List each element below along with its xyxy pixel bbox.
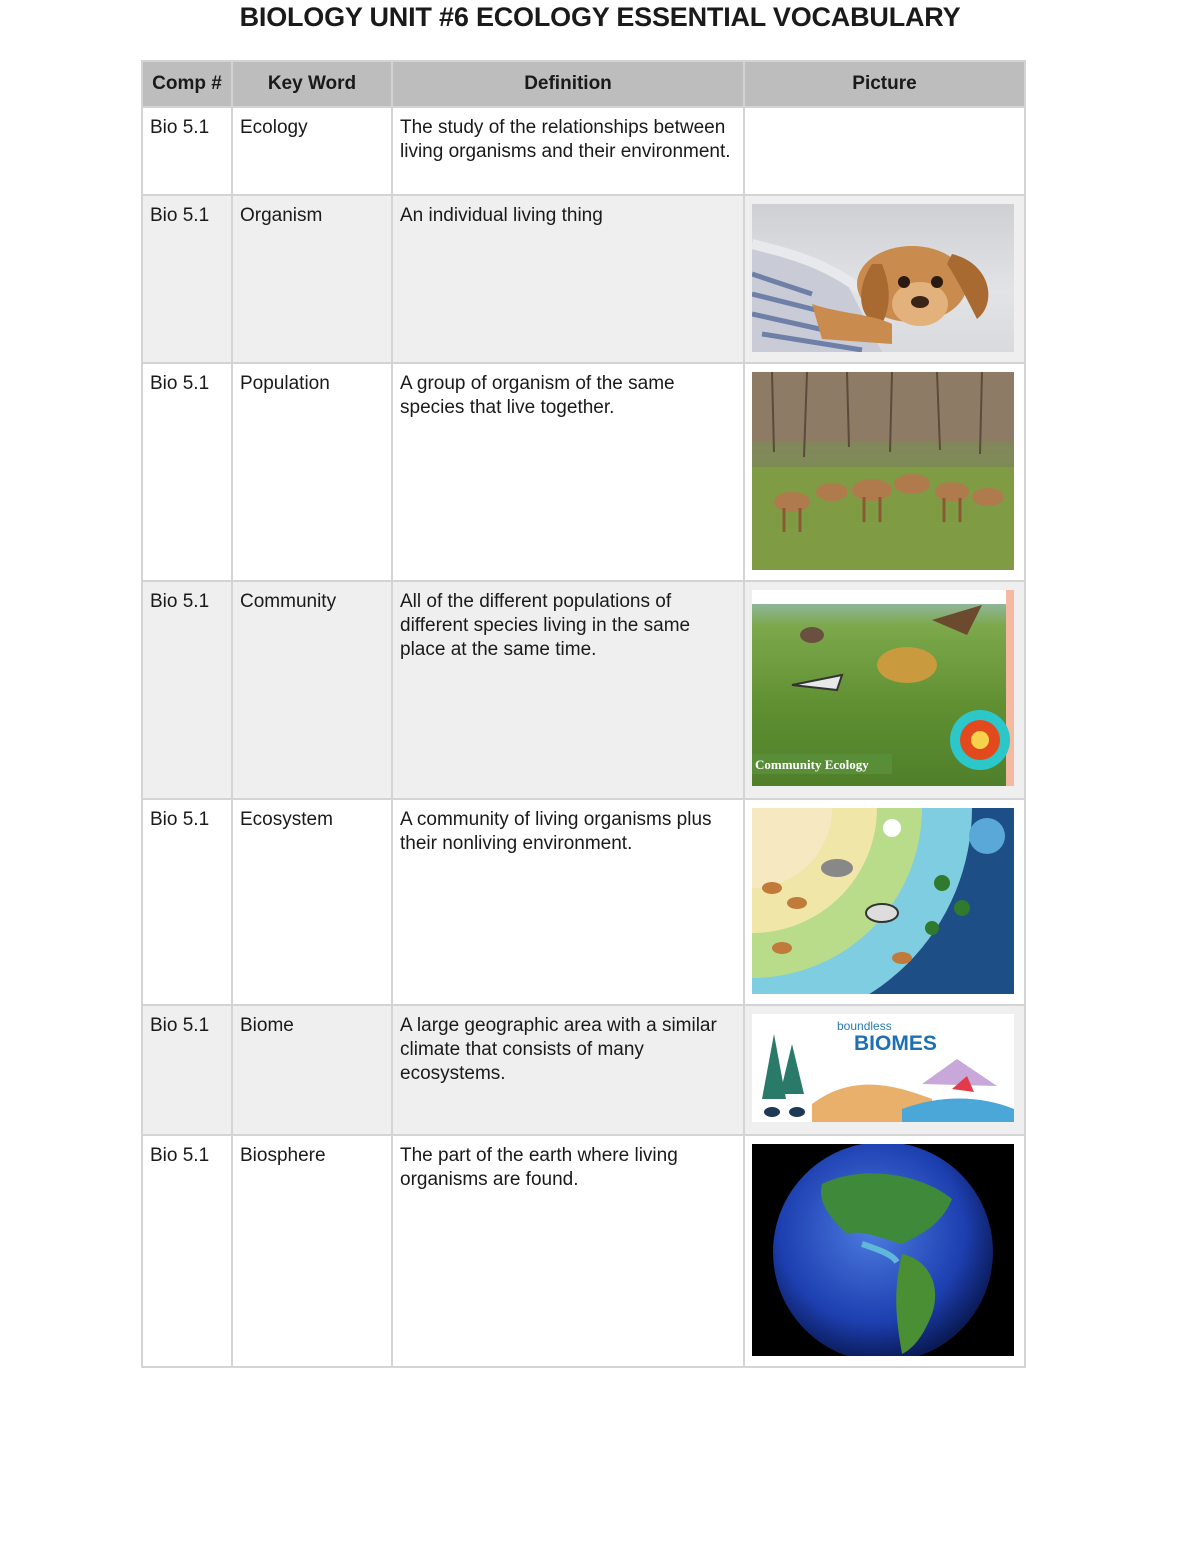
comp-cell: Bio 5.1 [142,799,232,1005]
header-row [142,61,1025,107]
key-word-cell: Organism [232,195,392,363]
table-row [142,1005,1025,1135]
column-header-definition: Definition [392,61,744,107]
definition-cell: The study of the relationships between living organisms and their environment. [392,107,744,195]
definition-cell: All of the different populations of different species living in the same place at the same time. [392,581,744,799]
deer-herd-illustration [752,372,1014,570]
definition-cell: An individual living thing [392,195,744,363]
column-header-comp: Comp # [142,61,232,107]
picture-cell [744,363,1025,581]
key-word-cell: Population [232,363,392,581]
key-word-cell: Biome [232,1005,392,1135]
picture-cell [744,1005,1025,1135]
picture-cell [744,1135,1025,1367]
comp-cell: Bio 5.1 [142,1005,232,1135]
puppy-illustration [752,204,1014,352]
table-row [142,107,1025,195]
page-title: BIOLOGY UNIT #6 ECOLOGY ESSENTIAL VOCABULARY [239,2,961,32]
comp-cell: Bio 5.1 [142,581,232,799]
column-header-key-word: Key Word [232,61,392,107]
key-word-cell: Ecosystem [232,799,392,1005]
table-row [142,581,1025,799]
community-ecology-caption: Community Ecology [755,757,869,772]
biomes-illustration [752,1014,1014,1122]
picture-cell [744,799,1025,1005]
picture-cell [744,107,1025,195]
key-word-cell: Community [232,581,392,799]
biomes-title-text: BIOMES [854,1032,937,1055]
ecology-levels-diagram [752,808,1014,994]
biomes-brand-text: boundless [837,1019,892,1033]
table-row [142,1135,1025,1367]
comp-cell: Bio 5.1 [142,363,232,581]
puppy-photo [752,204,1014,352]
comp-cell: Bio 5.1 [142,107,232,195]
earth-illustration [752,1144,1014,1356]
key-word-cell: Biosphere [232,1135,392,1367]
definition-cell: A large geographic area with a similar climate that consists of many ecosystems. [392,1005,744,1135]
community-ecology-photo [752,590,1014,786]
definition-cell: A community of living organisms plus their nonliving environment. [392,799,744,1005]
definition-cell: The part of the earth where living organisms are found. [392,1135,744,1367]
comp-cell: Bio 5.1 [142,1135,232,1367]
definition-cell: A group of organism of the same species that live together. [392,363,744,581]
earth-globe-photo [752,1144,1014,1356]
table-row [142,195,1025,363]
column-header-picture: Picture [744,61,1025,107]
comp-cell: Bio 5.1 [142,195,232,363]
key-word-cell: Ecology [232,107,392,195]
ecology-levels-illustration [752,808,1014,994]
picture-cell [744,581,1025,799]
table-row [142,799,1025,1005]
community-illustration [752,590,1014,786]
table-row [142,363,1025,581]
picture-cell [744,195,1025,363]
biomes-art [752,1014,1014,1122]
vocabulary-table [141,60,1026,1368]
deer-herd-photo [752,372,1014,570]
